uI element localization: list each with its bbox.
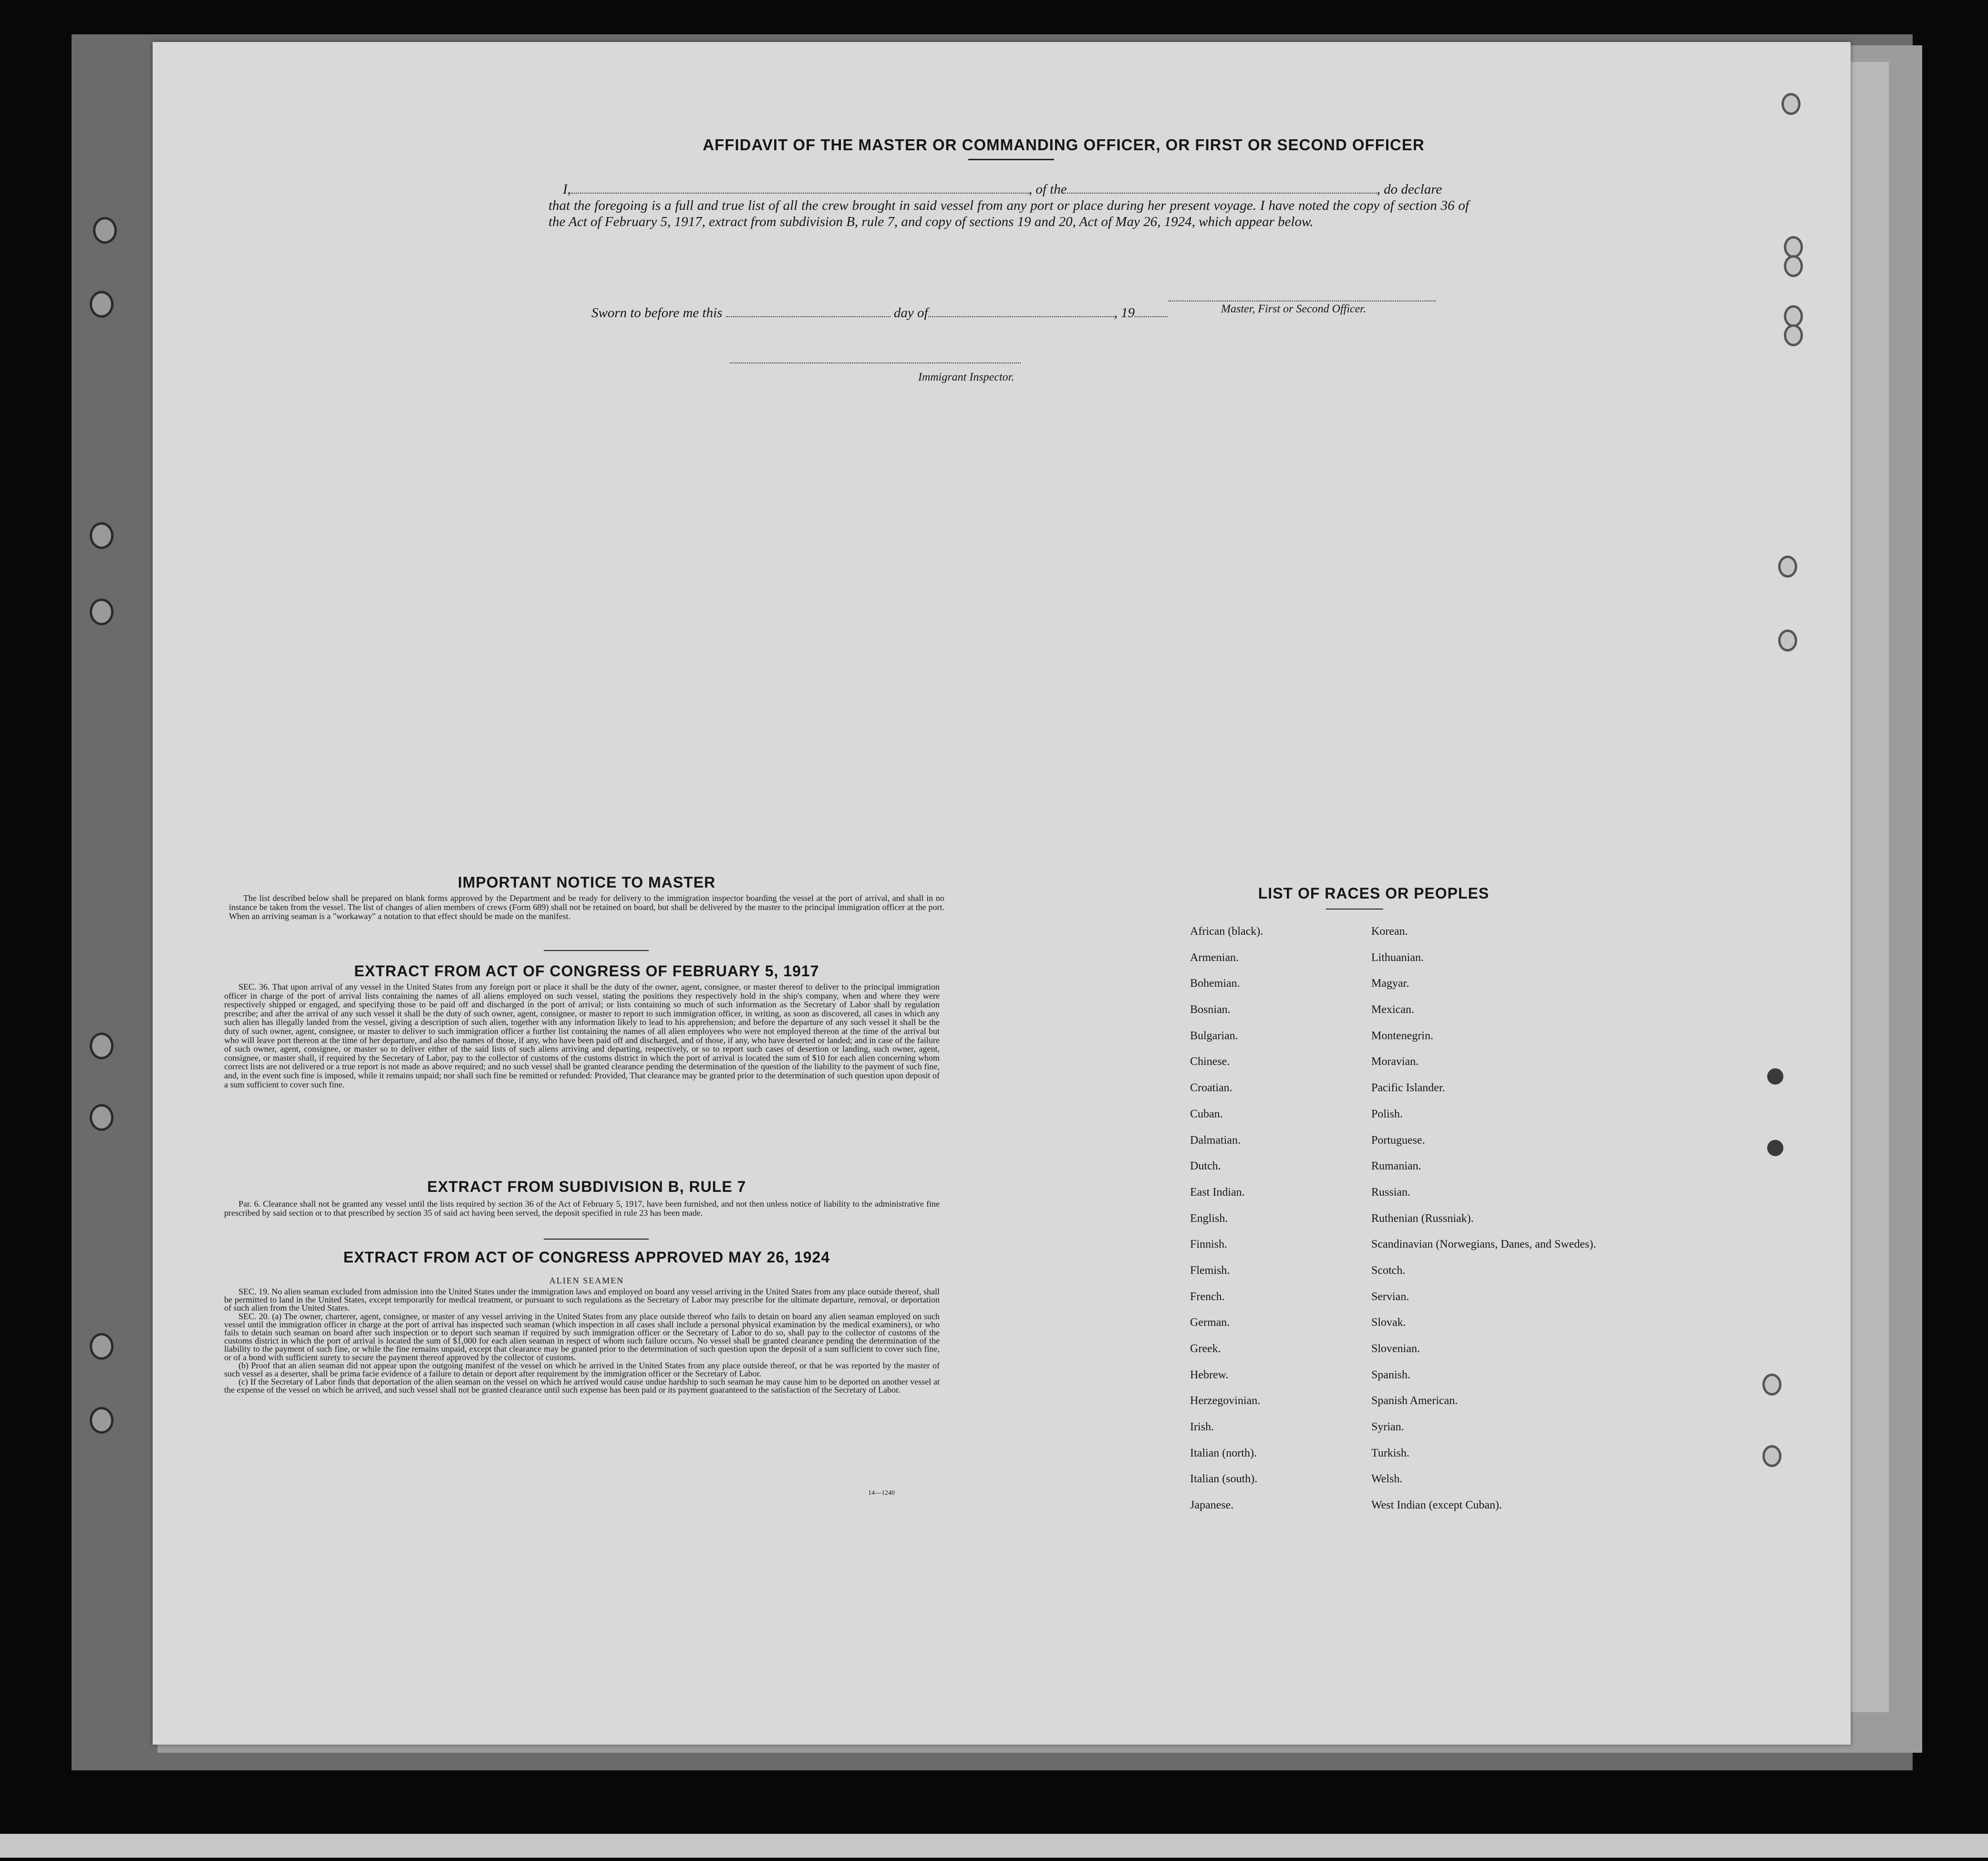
binder-hole — [1767, 1140, 1783, 1156]
binder-hole — [1767, 1068, 1783, 1085]
affidavit-text: that the foregoing is a full and true list of all the crew brought in said vessel from any port or place during her present voyage. I have noted the copy of section 36 of the Act of February 5, 1917, extract from subdivision B, rule 7, and copy of sections 19 and 20, Act of May 26, 1924, which appear below. — [549, 198, 1469, 229]
notice-title: IMPORTANT NOTICE TO MASTER — [457, 874, 716, 891]
race-item: Syrian. — [1371, 1421, 1404, 1434]
rule7-paragraph: Par. 6. Clearance shall not be granted any vessel until the lists required by section 36 of the Act of February 5, 1917, have been furnished, and not then unless notice of liability to the administrative fine prescribed by said section or to that prescribed by section 35 of said act having been served, the deposit specified in rule 23 has been made. — [224, 1199, 940, 1218]
form-number: 14—1240 — [868, 1489, 895, 1497]
race-item: Mexican. — [1371, 1003, 1414, 1016]
binder-hole — [90, 522, 114, 549]
race-item: Dutch. — [1190, 1160, 1221, 1173]
race-item: Spanish. — [1371, 1368, 1411, 1381]
race-item: Chinese. — [1190, 1055, 1230, 1068]
race-item: Pacific Islander. — [1371, 1082, 1445, 1095]
race-item: Rumanian. — [1371, 1160, 1421, 1173]
race-item: Korean. — [1371, 925, 1408, 938]
affidavit-i: I, — [563, 182, 571, 197]
film-edge-strip — [0, 1834, 1988, 1858]
sworn-month-field[interactable] — [928, 307, 1114, 317]
alien-seamen-subtitle: ALIEN SEAMEN — [549, 1276, 624, 1285]
binder-hole — [1784, 324, 1803, 346]
binder-hole — [1778, 556, 1797, 578]
race-item: Dalmatian. — [1190, 1134, 1241, 1147]
race-item: Cuban. — [1190, 1107, 1223, 1120]
sec19-paragraph: SEC. 19. No alien seaman excluded from admission into the United States under the immigration laws and employed on board any vessel arriving in the United States from any place outside thereof, shall be permitted to land in the United States, except temporarily for medical treatment, or pursuant to such regulations as the Secretary of Labor may prescribe for the ultimate departure, removal, or deportation of such alien from the United States. — [224, 1287, 940, 1313]
affidavit-first-line — [549, 181, 1469, 197]
race-item: Welsh. — [1371, 1473, 1403, 1486]
race-item: German. — [1190, 1316, 1230, 1329]
race-item: Hebrew. — [1190, 1368, 1229, 1381]
rule7-text — [224, 1199, 940, 1218]
race-item: Montenegrin. — [1371, 1029, 1433, 1042]
race-item: Bohemian. — [1190, 977, 1240, 990]
binder-hole — [93, 217, 117, 244]
sec20c-paragraph: (c) If the Secretary of Labor finds that deportation of the alien seaman on the vessel on which he arrived would cause undue hardship to such seaman he may cause him to be deported on another vessel at the expense of the vessel on which he arrived, and such vessel shall not be granted clearance until such expense has been paid or its payment guaranteed to the satisfaction of the Secretary of Labor. — [224, 1377, 940, 1395]
title-rule — [968, 159, 1054, 160]
race-item: Magyar. — [1371, 977, 1409, 990]
race-item: Scotch. — [1371, 1264, 1406, 1277]
race-item: Italian (south). — [1190, 1473, 1258, 1486]
race-item: Lithuanian. — [1371, 951, 1424, 964]
affidavit-title: AFFIDAVIT OF THE MASTER OR COMMANDING OFFICER, OR FIRST OR SECOND OFFICER — [703, 136, 1425, 154]
race-item: Ruthenian (Russniak). — [1371, 1212, 1474, 1225]
race-item: East Indian. — [1190, 1186, 1245, 1199]
extract-1924-title: EXTRACT FROM ACT OF CONGRESS APPROVED MAY 26, 1924 — [343, 1249, 830, 1266]
extract-1924-text — [224, 1288, 940, 1395]
name-field[interactable] — [571, 183, 1029, 194]
binder-hole — [1784, 255, 1803, 277]
races-title: LIST OF RACES OR PEOPLES — [1258, 885, 1490, 902]
inspector-caption: Immigrant Inspector. — [918, 371, 1015, 383]
race-item: Bulgarian. — [1190, 1029, 1238, 1042]
race-item: West Indian (except Cuban). — [1371, 1499, 1502, 1512]
race-item: Slovenian. — [1371, 1343, 1420, 1355]
binder-hole — [1778, 630, 1797, 651]
binder-hole — [90, 291, 114, 318]
extract-1917-text — [224, 982, 940, 1089]
binder-hole — [90, 599, 114, 625]
race-item: Italian (north). — [1190, 1447, 1257, 1459]
section-rule — [544, 950, 649, 951]
inspector-signature-line[interactable] — [730, 362, 1021, 363]
race-item: African (black). — [1190, 925, 1263, 938]
race-item: Spanish American. — [1371, 1395, 1458, 1407]
race-item: Armenian. — [1190, 951, 1239, 964]
race-item: Slovak. — [1371, 1316, 1406, 1329]
sworn-line — [591, 305, 1168, 321]
extract-1917-paragraph: SEC. 36. That upon arrival of any vessel in the United States from any foreign port or place it shall be the duty of the owner, agent, consignee, or master thereof to deliver to the principal immigration officer in charge of the port of arrival lists containing the names of all aliens employed on such vessel, stating the positions they respectively hold in the ship's company, when and where they were respectively shipped or engaged, and specifying those to be paid off and discharged in the port of arrival; or lists containing so much of such information as the Secretary of Labor shall by regulation prescribe; and after the arrival of any such vessel it shall be the duty of such owner, agent, consignee, or master to report to such immigration officer, in writing, as soon as discovered, all cases in which any such alien has illegally landed from the vessel, giving a description of such alien, together with any information likely to lead to his apprehension; and before the departure of any such vessel it shall be the duty of such owner, agent, consignee, or master to deliver to such immigration officer a further list containing the names of all alien employees who were not employed thereon at the time of the arrival but who will leave port thereon at the time of her departure, and also the names of those, if any, who have been paid off and discharged, and of those, if any, who have deserted or landed; and in case of the failure of such owner, agent, consignee, or master so to deliver either of the said lists of such aliens arriving and departing, respectively, or so to report such cases of desertion or landing, such owner, agent, consignee, or master shall, if required by the Secretary of Labor, pay to the collector of customs of the customs district in which the port of arrival is located the sum of $10 for each alien concerning whom correct lists are not delivered or a true report is not made as above required; and no such vessel shall be granted clearance pending the determination of the question of the liability to the payment of such fine, and, in the event such fine is imposed, while it remains unpaid; nor shall such fine be remitted or refunded: Provided, That clearance may be granted prior to the determination of such question upon deposit of a sum sufficient to cover such fine. — [224, 982, 940, 1089]
rule7-title: EXTRACT FROM SUBDIVISION B, RULE 7 — [427, 1178, 746, 1195]
race-item: Turkish. — [1371, 1447, 1409, 1459]
affidavit-body — [549, 181, 1469, 230]
binder-hole — [90, 1333, 114, 1360]
day-of-text: day of — [893, 305, 928, 321]
race-item: Scandinavian (Norwegians, Danes, and Swedes). — [1371, 1238, 1596, 1251]
sworn-text: Sworn to before me this — [591, 305, 723, 321]
sec20a-paragraph: SEC. 20. (a) The owner, charterer, agent, consignee, or master of any vessel arriving in the United States from any place outside thereof who fails to detain on board any alien seaman employed on such vessel until the immigration officer in charge at the port of arrival has inspected such seaman (which inspection in all cases shall include a personal physical examination by the medical examiners), or who fails to detain such seaman on board after such inspection or to deport such seaman if required by such immigration officer or the Secretary of Labor to do so, shall pay to the collector of customs of the customs district in which the port of arrival is located the sum of $1,000 for each alien seaman in respect of whom such failure occurs. No vessel shall be granted clearance pending the determination of the liability to the payment of such fine, or while the fine remains unpaid, except that clearance may be granted prior to the determination of such question upon the deposit of a sum sufficient to cover such fine, or of a bond with sufficient surety to secure the payment thereof approved by the collector of customs. — [224, 1311, 940, 1362]
binder-hole — [1762, 1374, 1781, 1396]
vessel-field[interactable] — [1067, 183, 1377, 194]
binder-hole — [90, 1407, 114, 1434]
races-rule — [1326, 909, 1383, 910]
year-prefix: , 19 — [1114, 305, 1135, 321]
race-item: Russian. — [1371, 1186, 1411, 1199]
race-item: Herzegovinian. — [1190, 1395, 1261, 1407]
race-item: Finnish. — [1190, 1238, 1228, 1251]
extract-1917-title: EXTRACT FROM ACT OF CONGRESS OF FEBRUARY 5, 1917 — [354, 962, 819, 980]
race-item: Croatian. — [1190, 1082, 1232, 1095]
race-item: Japanese. — [1190, 1499, 1234, 1512]
sec20b-paragraph: (b) Proof that an alien seaman did not appear upon the outgoing manifest of the vessel on which he arrived in the United States from any place outside thereof, or that he was reported by the master of such vessel as a deserter, shall be prima facie evidence of a failure to detain or deport after requirement by the immigration officer or the Secretary of Labor. — [224, 1360, 940, 1379]
master-signature-line[interactable] — [1169, 300, 1436, 301]
race-item: Flemish. — [1190, 1264, 1230, 1277]
affidavit-of-the: , of the — [1028, 182, 1067, 197]
binder-hole — [90, 1033, 114, 1059]
master-caption: Master, First or Second Officer. — [1221, 303, 1366, 315]
section-rule — [544, 1239, 649, 1240]
race-item: Irish. — [1190, 1421, 1214, 1434]
race-item: Bosnian. — [1190, 1003, 1231, 1016]
races-left-column — [1190, 925, 1395, 1525]
binder-hole — [1762, 1445, 1781, 1467]
binder-hole — [1781, 93, 1801, 115]
affidavit-declare: , do declare — [1377, 182, 1442, 197]
notice-paragraph: The list described below shall be prepared on blank forms approved by the Department and be ready for delivery to the immigration inspector boarding the vessel at the port of arrival, and shall in no instance be taken from the vessel. The list of changes of alien members of crews (Form 689) shall not be retained on board, but shall be delivered by the master to the principal immigration officer at the port. When an arriving seaman is a "workaway" a notation to that effect should be made on the manifest. — [229, 893, 944, 921]
race-item: Servian. — [1371, 1290, 1409, 1303]
sworn-day-field[interactable] — [726, 307, 890, 317]
race-item: Polish. — [1371, 1107, 1403, 1120]
sworn-year-field[interactable] — [1135, 307, 1168, 317]
binder-hole — [90, 1104, 114, 1131]
notice-text — [229, 894, 944, 921]
race-item: Greek. — [1190, 1343, 1221, 1355]
races-right-column — [1371, 925, 1610, 1525]
race-item: English. — [1190, 1212, 1228, 1225]
race-item: Portuguese. — [1371, 1134, 1425, 1147]
race-item: Moravian. — [1371, 1055, 1419, 1068]
race-item: French. — [1190, 1290, 1225, 1303]
